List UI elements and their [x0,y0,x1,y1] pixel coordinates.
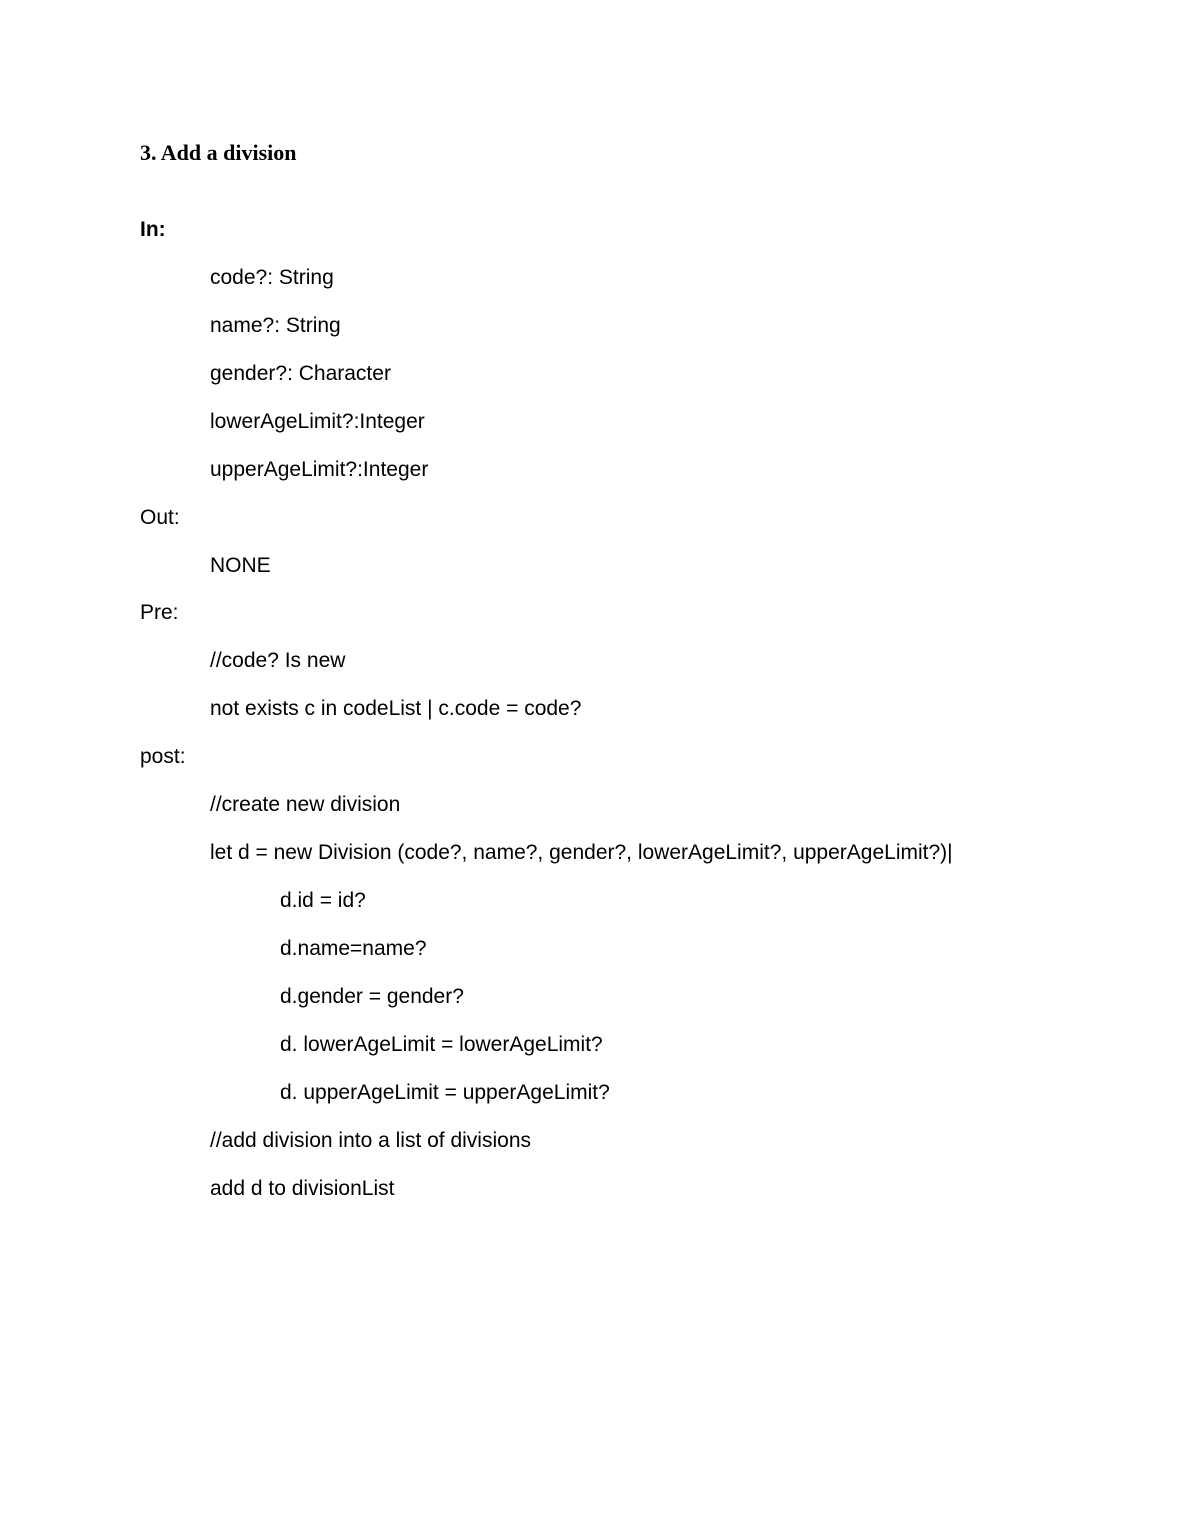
in-item-upper-age-limit: upperAgeLimit?:Integer [210,458,429,481]
in-item-gender: gender?: Character [210,362,391,385]
section-heading: 3. Add a division [140,140,297,165]
post-comment-create: //create new division [210,793,401,816]
pre-condition: not exists c in codeList | c.code = code? [210,697,582,720]
post-add-statement: add d to divisionList [210,1177,395,1200]
in-item-code: code?: String [210,266,334,289]
post-assign-gender: d.gender = gender? [280,985,464,1008]
pre-label: Pre: [140,601,179,624]
in-item-lower-age-limit: lowerAgeLimit?:Integer [210,410,425,433]
pre-comment: //code? Is new [210,649,346,672]
out-label: Out: [140,506,180,529]
post-label: post: [140,745,186,768]
post-assign-lower-age-limit: d. lowerAgeLimit = lowerAgeLimit? [280,1033,603,1056]
post-comment-add: //add division into a list of divisions [210,1129,531,1152]
post-assign-id: d.id = id? [280,889,366,912]
post-assign-name: d.name=name? [280,937,427,960]
in-label: In: [140,218,166,241]
in-item-name: name?: String [210,314,341,337]
post-let-statement: let d = new Division (code?, name?, gender?, lowerAgeLimit?, upperAgeLimit?)| [210,841,953,864]
out-item-none: NONE [210,554,271,577]
post-assign-upper-age-limit: d. upperAgeLimit = upperAgeLimit? [280,1081,610,1104]
